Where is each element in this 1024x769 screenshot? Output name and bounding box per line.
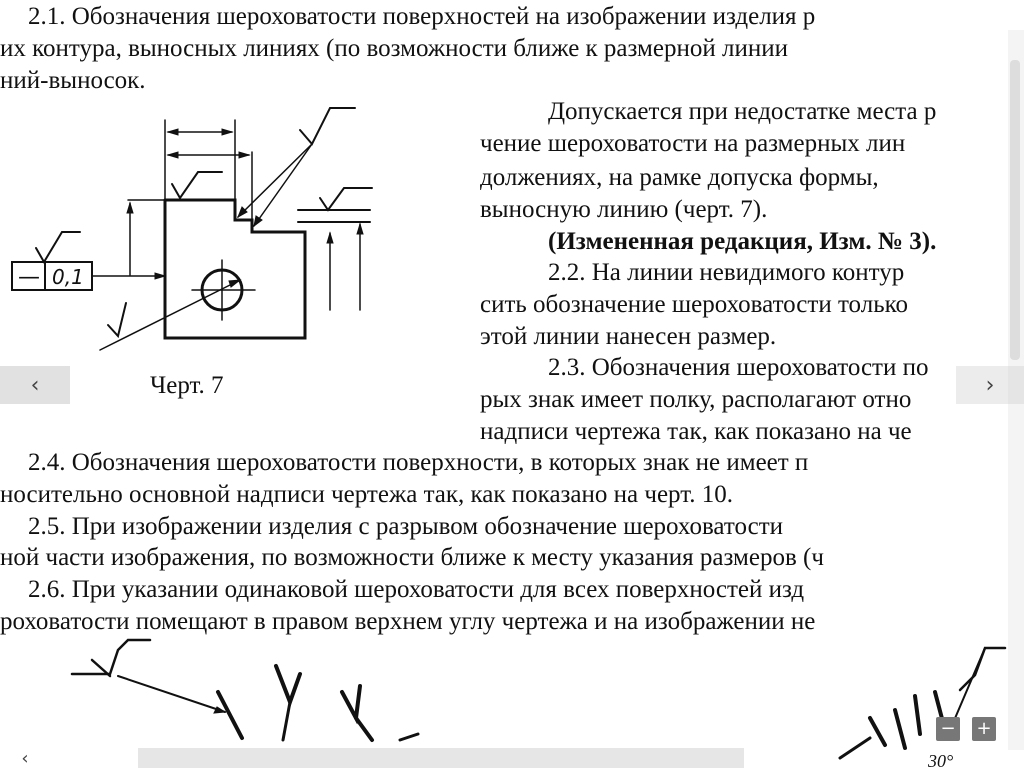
paragraph-line-1: 2.4. Обозначения шероховатости поверхности, в которых знак не имеет п [28, 449, 809, 476]
roughness-sign-bottom-3 [342, 686, 360, 718]
right-text-11: надписи чертежа так, как показано на че [480, 418, 912, 445]
figure-caption: Черт. 7 [150, 372, 224, 399]
right-text-1: Допускается при недостатке места р [548, 98, 937, 125]
chevron-left-icon: ‹ [21, 747, 29, 769]
text-line-3: ний-выносок. [0, 67, 146, 94]
paragraph-line-3: 2.5. При изображении изделия с разрывом обозначение шероховатости [28, 513, 784, 540]
scrollbar-thumb[interactable] [1010, 60, 1020, 360]
roughness-sign-frame [36, 232, 80, 262]
right-text-4: выносную линию (черт. 7). [480, 196, 768, 223]
right-text-2: чение шероховатости на размерных лин [480, 130, 906, 157]
leader-bottom [118, 676, 225, 712]
roughness-sign-lower [108, 303, 126, 336]
part-outline [165, 200, 305, 338]
minus-icon: − [940, 718, 956, 739]
zoom-in-button[interactable] [972, 717, 996, 741]
page-footer-bar [138, 748, 744, 768]
roughness-sign-right [320, 188, 372, 210]
paragraph-line-6: роховатости помещают в правом верхнем углу чертежа и на изображении не [0, 608, 816, 635]
roughness-sign-bottom-1 [72, 640, 150, 674]
plus-icon: + [976, 718, 992, 739]
roughness-sign-bottom-2 [276, 666, 300, 702]
roughness-sign-upper [300, 108, 355, 144]
right-text-6: 2.2. На линии невидимого контур [548, 259, 905, 286]
text-line-2: их контура, выносных линиях (по возможности ближе к размерной линии [0, 35, 788, 62]
prev-page-button[interactable] [0, 366, 70, 404]
chevron-right-icon: › [985, 372, 995, 398]
next-page-button[interactable] [956, 366, 1024, 404]
right-text-8: этой линии нанесен размер. [480, 323, 777, 350]
paragraph-line-4: ной части изображения, по возможности ближе к месту указания размеров (ч [0, 544, 824, 571]
roughness-sign-top [172, 172, 222, 198]
right-text-9: 2.3. Обозначения шероховатости по [548, 354, 929, 381]
leader-upper-2 [254, 144, 312, 226]
paragraph-line-2: носительно основной надписи чертежа так, как показано на черт. 10. [0, 481, 734, 508]
technical-drawing-7 [0, 100, 470, 365]
tolerance-value: 0,1 [52, 265, 84, 289]
right-text-10: рых знак имеет полку, располагают отно [480, 386, 912, 413]
angle-label: 30° [928, 751, 954, 768]
right-text-3: должениях, на рамке допуска формы, [480, 164, 879, 191]
paragraph-line-5: 2.6. При указании одинаковой шероховатости для всех поверхностей изд [28, 576, 805, 603]
right-text-5: (Измененная редакция, Изм. № 3). [548, 228, 937, 255]
prev-page-button-bottom[interactable] [0, 748, 50, 768]
zoom-out-button[interactable] [936, 717, 960, 741]
text-line-1: 2.1. Обозначения шероховатости поверхностей на изображении изделия р [28, 3, 816, 30]
chevron-left-icon: ‹ [30, 372, 40, 398]
tolerance-symbol: — [18, 265, 40, 290]
right-text-7: сить обозначение шероховатости только [480, 291, 908, 318]
